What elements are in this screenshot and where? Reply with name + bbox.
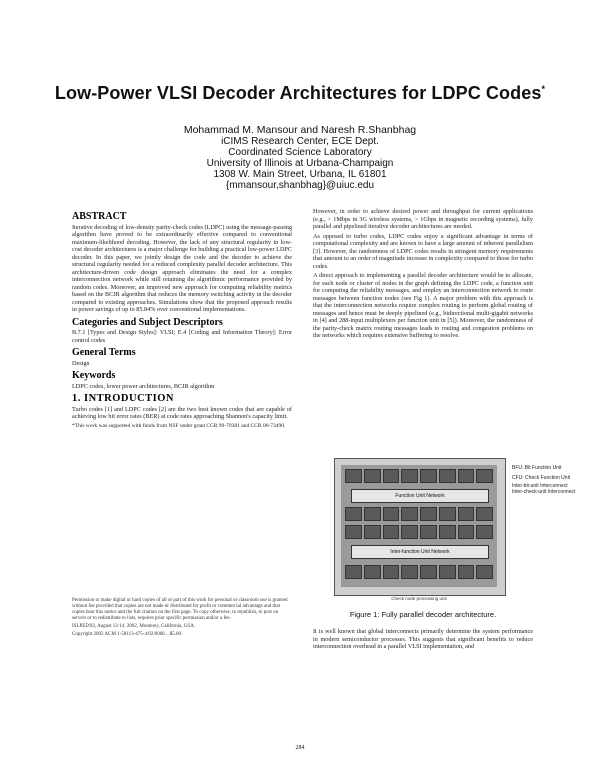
- author-block: [0, 125, 600, 191]
- cfu-row-bottom: [345, 565, 493, 579]
- function-unit: [345, 507, 362, 521]
- bfu-row-top: [345, 469, 493, 483]
- affiliation-1: iCIMS Research Center, ECE Dept.: [221, 136, 379, 147]
- function-unit: [458, 507, 475, 521]
- function-unit: [420, 525, 437, 539]
- abstract-heading: ABSTRACT: [72, 211, 127, 222]
- function-unit: [364, 507, 381, 521]
- function-unit: [439, 565, 456, 579]
- categories-text: B.7.1 [Types and Design Styles]: VLSI; E.4 [Coding and Information Theory]: Error control codes: [72, 329, 292, 344]
- function-unit: [439, 507, 456, 521]
- figure-background: [341, 465, 497, 587]
- keywords-heading: Keywords: [72, 370, 116, 381]
- figure-bottom-label: Check node processing unit: [391, 596, 447, 601]
- function-unit: [364, 469, 381, 483]
- function-unit: [476, 565, 493, 579]
- right-para-3: A direct approach to implementing a parallel decoder architecture would be to allocate, for each node or cluster of nodes in the graph defining the LDPC code, a function unit for computing the reliability messages, and employ an interconnection network to route messages between function nodes (see Fig 1). A major problem with this approach is that the interconnection networks require complex routing to perform global routing of messages and hence must be deeply pipelined (e.g., bidirectional multi-gigabit networks in [4] and 288-input multiplexers per function unit in [5]). Moreover, the randomness of the parity-check matrix routing messages leads to routing and congestion problems on the networks which requires extensive buffering to resolve.: [313, 272, 533, 339]
- function-unit: [401, 507, 418, 521]
- legend-bit-interconnect: Inter-bit-unit Interconnect: [512, 483, 568, 489]
- legend-check-interconnect: Inter-check-unit Interconnect: [512, 489, 576, 495]
- legend-bfu: BFU: Bit Function Unit: [512, 465, 562, 471]
- abstract-text: Iterative decoding of low-density parity-check codes (LDPC) using the message-passing algorithm have proved to be extraordinarily effective compared to conventional maximum-likelihood decoding. However, the lack of any structural regularity in low-cost decoder architectures is a major challenge for building a practical low-power LDPC decoder. In this paper, we jointly design the code and the decoder to achieve the structural regularity needed for a reduced complexity parallel decoder architecture. This architecture-driven code design approach eliminates the need for a complex interconnection network while still retaining the algorithmic performance provided by random codes. Moreover, an improved new approach for computing reliability metrics based on the BCJR algorithm that reduces the memory switching activity in the decoder compared to existing approaches. Simulations show that the proposed approach results in power savings of up to 85.84% over conventional implementations.: [72, 223, 292, 313]
- general-terms-heading: General Terms: [72, 347, 136, 358]
- function-unit: [458, 525, 475, 539]
- right-column: [313, 208, 533, 342]
- function-unit: [383, 565, 400, 579]
- author-email: {mmansour,shanbhag}@uiuc.edu: [225, 180, 375, 191]
- function-unit: [401, 525, 418, 539]
- function-unit: [439, 469, 456, 483]
- function-unit: [420, 469, 437, 483]
- venue-text: ISLPED'02, August 12-14, 2002, Monterey, California, USA.: [72, 624, 196, 629]
- function-unit: [364, 525, 381, 539]
- function-unit: [420, 507, 437, 521]
- page-number: 284: [295, 745, 305, 751]
- function-unit: [345, 525, 362, 539]
- categories-heading: Categories and Subject Descriptors: [72, 316, 223, 328]
- function-unit: [439, 525, 456, 539]
- unit-row-middle-1: [345, 507, 493, 521]
- left-column: [72, 208, 292, 431]
- function-unit: [420, 565, 437, 579]
- function-unit: [401, 565, 418, 579]
- right-column-bottom: [313, 628, 533, 653]
- right-para-1: However, in order to achieve desired power and throughput for current applications (e.g., > 1Mbps in 3G wireless systems, > 1Gbps in magnetic recording systems), fully parallel and pipelined iterative decoder architectures are needed.: [313, 208, 533, 230]
- function-unit: [476, 507, 493, 521]
- figure-legend: [512, 465, 592, 495]
- affiliation-4: 1308 W. Main Street, Urbana, IL 61801: [213, 169, 387, 180]
- function-unit: [401, 469, 418, 483]
- function-unit: [364, 565, 381, 579]
- function-unit: [383, 507, 400, 521]
- copyright-text: Copyright 2002 ACM 1-58113-475-4/02/0008 ...$5.00.: [72, 632, 183, 637]
- permission-block: [72, 598, 292, 640]
- function-unit: [476, 469, 493, 483]
- function-unit: [345, 469, 362, 483]
- function-unit: [345, 565, 362, 579]
- right-para-2: As opposed to turbo codes, LDPC codes enjoy a significant advantage in terms of computational complexity and are known to have a large amount of inherent parallelism [3]. However, the randomness of LDPC codes results in stringent memory requirements that amount to an order of magnitude increase in complexity compared to those for turbo codes.: [313, 232, 533, 270]
- right-para-4: It is well known that global interconnects primarily determine the system performance in modern semiconductor processes. This suggests that significant benefits to reduce interconnection overhead in a parallel VLSI implementation, and: [313, 628, 533, 650]
- function-unit: [458, 469, 475, 483]
- unit-row-middle-2: [345, 525, 493, 539]
- general-terms-text: Design: [72, 359, 90, 367]
- author-names: Mohammad M. Mansour and Naresh R.Shanbhag: [183, 124, 417, 136]
- legend-cfu: CFU: Check Function Unit: [512, 475, 571, 481]
- decoder-architecture-figure: [334, 458, 506, 596]
- function-unit: [383, 525, 400, 539]
- intro-text: Turbo codes [1] and LDPC codes [2] are the two best known codes that are capable of achieving low bit error rates (BER) at code rates approaching Shannon's capacity limit.: [72, 405, 292, 420]
- function-unit-network: Function Unit Network: [351, 489, 489, 503]
- affiliation-3: University of Illinois at Urbana-Champaign: [206, 158, 394, 169]
- figure-caption: Figure 1: Fully parallel decoder architecture.: [349, 610, 497, 619]
- function-unit: [458, 565, 475, 579]
- function-unit: [476, 525, 493, 539]
- keywords-text: LDPC codes, lower power architectures, BCJR algorithm: [72, 382, 215, 390]
- function-unit: [383, 469, 400, 483]
- inter-function-unit-network: Inter-function Unit Network: [351, 545, 489, 559]
- intro-heading: 1. INTRODUCTION: [72, 393, 175, 404]
- permission-text: Permission to make digital or hard copies of all or part of this work for personal or classroom use is granted without fee provided that copies are not made or distributed for profit or commercial advantage and that copies bear this notice and the full citation on the first page. To copy otherwise, to republish, to post on servers or to redistribute to lists, requires prior specific permission and/or a fee.: [72, 598, 288, 621]
- paper-title: Low-Power VLSI Decoder Architectures for LDPC Codes*: [54, 83, 546, 103]
- affiliation-2: Coordinated Science Laboratory: [228, 147, 372, 158]
- funding-footnote: *This work was supported with funds from NSF under grant CCR 99-79381 and CCR 00-73490.: [72, 422, 286, 429]
